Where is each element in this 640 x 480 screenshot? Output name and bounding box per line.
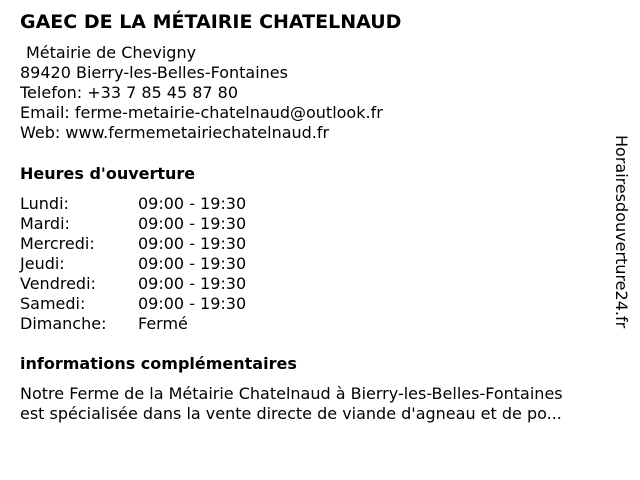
info-heading: informations complémentaires (20, 354, 297, 373)
description-line: est spécialisée dans la vente directe de viande d'agneau et de po... (20, 404, 562, 423)
hours-heading: Heures d'ouverture (20, 164, 196, 183)
business-description (20, 384, 620, 424)
time-value: 09:00 - 19:30 (138, 234, 247, 253)
day-label: Dimanche: (20, 314, 107, 333)
hours-row-wednesday (20, 234, 246, 254)
opening-hours-table (20, 194, 246, 334)
day-label: Mercredi: (20, 234, 95, 253)
day-label: Jeudi: (20, 254, 65, 273)
day-label: Mardi: (20, 214, 70, 233)
day-label: Lundi: (20, 194, 69, 213)
description-line: Notre Ferme de la Métairie Chatelnaud à Bierry-les-Belles-Fontaines (20, 384, 563, 403)
email-address: Email: ferme-metairie-chatelnaud@outlook.fr (20, 103, 383, 122)
time-value: 09:00 - 19:30 (138, 214, 247, 233)
hours-row-sunday (20, 314, 246, 334)
phone-number: Telefon: +33 7 85 45 87 80 (20, 83, 239, 102)
address-block (20, 43, 383, 143)
business-name: GAEC DE LA MÉTAIRIE CHATELNAUD (20, 11, 402, 33)
time-value: Fermé (138, 314, 188, 333)
time-value: 09:00 - 19:30 (138, 194, 247, 213)
day-label: Samedi: (20, 294, 86, 313)
time-value: 09:00 - 19:30 (138, 254, 247, 273)
street-address: Métairie de Chevigny (26, 43, 197, 62)
city-address: 89420 Bierry-les-Belles-Fontaines (20, 63, 288, 82)
time-value: 09:00 - 19:30 (138, 274, 247, 293)
hours-row-friday (20, 274, 246, 294)
site-watermark: Horairesdouverture24.fr (612, 135, 631, 329)
time-value: 09:00 - 19:30 (138, 294, 247, 313)
website: Web: www.fermemetairiechatelnaud.fr (20, 123, 330, 142)
hours-row-saturday (20, 294, 246, 314)
hours-row-tuesday (20, 214, 246, 234)
day-label: Vendredi: (20, 274, 96, 293)
hours-row-thursday (20, 254, 246, 274)
hours-row-monday (20, 194, 246, 214)
